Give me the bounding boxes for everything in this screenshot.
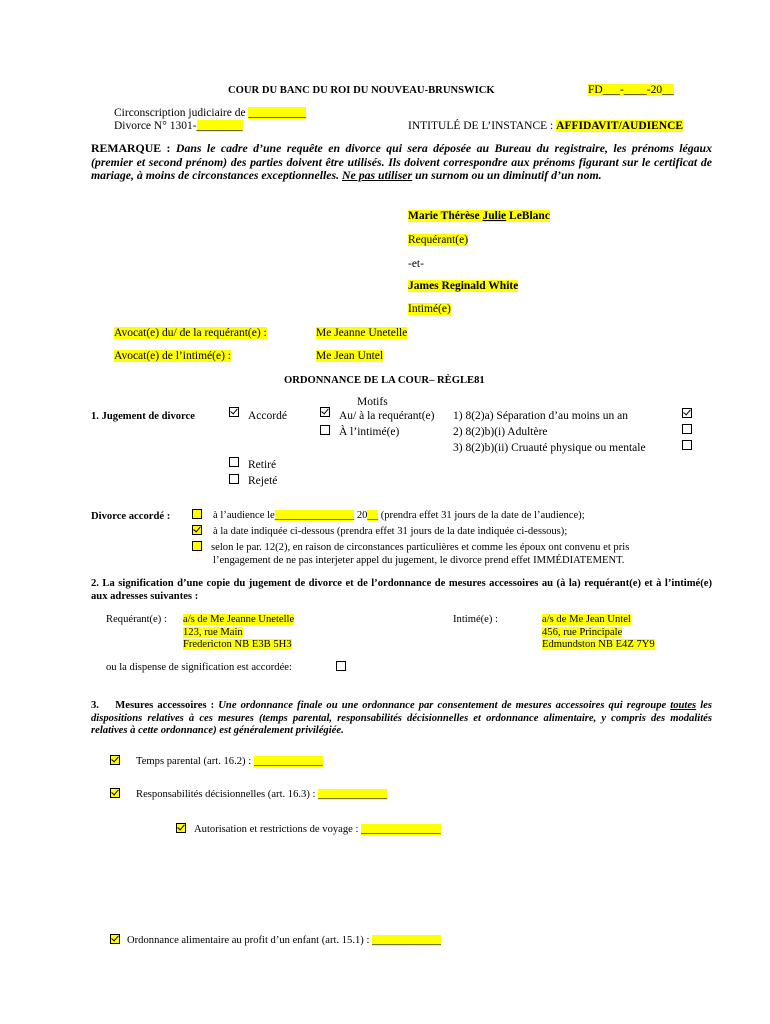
respondent-name-text: James Reginald White (408, 280, 519, 292)
remark-paragraph (91, 142, 712, 183)
respondent-name[interactable] (408, 280, 518, 292)
respondent-lawyer-value-text: Me Jean Untel (316, 350, 384, 362)
et-separator: -et- (408, 258, 424, 270)
retire-checkbox[interactable] (229, 457, 239, 467)
a-intime-checkbox[interactable] (320, 425, 330, 435)
child-support-line (127, 935, 441, 946)
child-support-field[interactable]: _____________ (372, 935, 441, 946)
applicant-lawyer-label (114, 327, 267, 339)
hearing-year-field[interactable]: __ (367, 510, 379, 521)
respondent-address-line-1: a/s de Me Jean Untel (542, 614, 631, 625)
ground-3-checkbox[interactable] (682, 440, 692, 450)
service-applicant-label: Requérant(e) : (106, 614, 167, 625)
circonscription-line (114, 107, 306, 119)
accorde-label: Accordé (248, 410, 287, 422)
parenting-time-line (136, 756, 323, 767)
travel-checkbox[interactable] (176, 823, 186, 833)
remark-label: REMARQUE : (91, 141, 176, 155)
circonscription-field[interactable]: __________ (248, 107, 306, 119)
applicant-name[interactable] (408, 210, 550, 222)
date-below-checkbox[interactable] (192, 525, 202, 535)
decision-making-label: Responsabilités décisionnelles (art. 16.3) : (136, 789, 319, 800)
child-support-label: Ordonnance alimentaire au profit d’un enfant (art. 15.1) : (127, 935, 373, 946)
child-support-checkbox[interactable] (110, 934, 120, 944)
travel-label: Autorisation et restrictions de voyage : (194, 824, 362, 835)
measures-tail: les dispositions relatives à ces mesures (temps parental, responsabilités décisionnelles et ordonnance alimentaire, y compris des modalités relatives à cette ordonnance) est généralement privilégiée. (91, 700, 713, 737)
au-requerant-label: Au/ à la requérant(e) (339, 410, 435, 422)
applicant-middle-name: Julie (482, 210, 507, 222)
dispense-checkbox[interactable] (336, 661, 346, 671)
travel-field[interactable]: _______________ (361, 824, 441, 835)
respondent-lawyer-label-text: Avocat(e) de l’intimé(e) : (114, 350, 231, 362)
measures-title: Mesures accessoires : (115, 700, 219, 711)
ground-1-checkbox[interactable] (682, 408, 692, 418)
court-title: COUR DU BANC DU ROI DU NOUVEAU-BRUNSWICK (228, 85, 495, 96)
ground-1-label: 1) 8(2)a) Séparation d’au moins un an (453, 410, 629, 422)
at-hearing-effect: (prendra effet 31 jours de la date de l’audience); (378, 510, 585, 521)
rejete-checkbox[interactable] (229, 474, 239, 484)
applicant-address-line-3: Fredericton NB E3B 5H3 (183, 639, 292, 650)
hearing-date-field[interactable]: _______________ (274, 510, 355, 521)
divorce-number-label: Divorce N° 1301- (114, 120, 197, 132)
order-title: ORDONNANCE DE LA COUR– RÈGLE81 (284, 375, 485, 386)
motifs-heading: Motifs (357, 396, 388, 408)
year-prefix: 20 (354, 510, 368, 521)
service-title: 2. La signification d’une copie du jugement de divorce et de l’ordonnance de mesures accessoires au (à la) requérant(e) et à l’intimé(e) aux adresses suivantes : (91, 578, 712, 602)
file-number-value[interactable]: FD___-____-20__ (588, 84, 674, 96)
date-below-label: à la date indiquée ci-dessous (prendra effet 31 jours de la date indiquée ci-dessous); (213, 526, 568, 537)
at-hearing-text: à l’audience le (213, 510, 275, 521)
accorde-checkbox[interactable] (229, 407, 239, 417)
respondent-address-line-2: 456, rue Principale (542, 626, 623, 638)
immediate-line-2: l’engagement de ne pas interjeter appel du jugement, le divorce prend effet IMMÉDIATEMENT. (213, 555, 625, 566)
applicant-address-line-2: 123, rue Main (183, 626, 243, 638)
at-hearing-checkbox[interactable] (192, 509, 202, 519)
remark-tail: un surnom ou un diminutif d’un nom. (412, 168, 602, 183)
respondent-address-line-3: Edmundston NB E4Z 7Y9 (542, 639, 655, 650)
decision-making-checkbox[interactable] (110, 788, 120, 798)
immediate-line-1: selon le par. 12(2), en raison de circonstances particulières et comme les époux ont convenu et pris (211, 542, 630, 553)
remark-emphasis: Ne pas utiliser (342, 168, 413, 183)
travel-line (194, 824, 441, 835)
intitule-line (408, 120, 683, 132)
circonscription-label: Circonscription judiciaire de (114, 107, 249, 119)
parenting-time-field[interactable]: _____________ (253, 756, 323, 767)
intitule-label: INTITULÉ DE L’INSTANCE : (408, 120, 557, 132)
ground-2-checkbox[interactable] (682, 424, 692, 434)
respondent-lawyer-value[interactable] (316, 350, 383, 362)
retire-label: Retiré (248, 459, 277, 471)
respondent-lawyer-label (114, 350, 231, 362)
rejete-label: Rejeté (248, 475, 278, 487)
ground-2-label: 2) 8(2)b)(i) Adultère (453, 426, 548, 438)
applicant-role-text: Requérant(e) (408, 234, 469, 246)
parenting-time-checkbox[interactable] (110, 755, 120, 765)
measures-emphasis: toutes (670, 700, 697, 711)
applicant-first-names: Marie Thérèse (408, 210, 483, 222)
respondent-role-text: Intimé(e) (408, 303, 451, 315)
respondent-role (408, 303, 451, 315)
service-applicant-address[interactable] (183, 614, 294, 652)
applicant-last-name: LeBlanc (506, 210, 550, 222)
at-hearing-line (213, 510, 585, 521)
measures-paragraph (91, 700, 712, 738)
applicant-lawyer-value[interactable] (316, 327, 407, 339)
divorce-number-line (114, 120, 243, 132)
measures-number: 3. (91, 700, 99, 711)
measures-text: Une ordonnance finale ou une ordonnance par consentement de mesures accessoires qui regroupe (218, 700, 671, 711)
divorce-number-field[interactable]: ________ (196, 120, 243, 132)
decision-making-field[interactable]: _____________ (318, 789, 387, 800)
divorce-granted-label: Divorce accordé : (91, 511, 171, 522)
au-requerant-checkbox[interactable] (320, 407, 330, 417)
applicant-role (408, 234, 468, 246)
service-respondent-address[interactable] (542, 614, 655, 652)
intitule-value[interactable]: AFFIDAVIT/AUDIENCE (556, 120, 684, 132)
a-intime-label: À l’intimé(e) (339, 426, 400, 438)
service-respondent-label: Intimé(e) : (453, 614, 499, 625)
applicant-address-line-1: a/s de Me Jeanne Unetelle (183, 614, 295, 625)
remark-text: Dans le cadre d’une requête en divorce qui sera déposée au Bureau du registraire, les prénoms légaux (premier et second prénom) des parties doivent être utilisés. Ils doivent correspondre aux prénoms figurant sur le certificat de mariage, à moins de circonstances exceptionnelles. (91, 141, 713, 183)
immediate-checkbox[interactable] (192, 541, 202, 551)
ground-3-label: 3) 8(2)b)(ii) Cruauté physique ou mentale (453, 442, 646, 454)
applicant-lawyer-value-text: Me Jeanne Unetelle (316, 327, 408, 339)
decision-making-line (136, 789, 387, 800)
parenting-time-label: Temps parental (art. 16.2) : (136, 756, 254, 767)
judgment-label: 1. Jugement de divorce (91, 411, 195, 422)
file-number (588, 84, 674, 96)
applicant-lawyer-label-text: Avocat(e) du/ de la requérant(e) : (114, 327, 267, 339)
dispense-label: ou la dispense de signification est accordée: (106, 662, 292, 673)
